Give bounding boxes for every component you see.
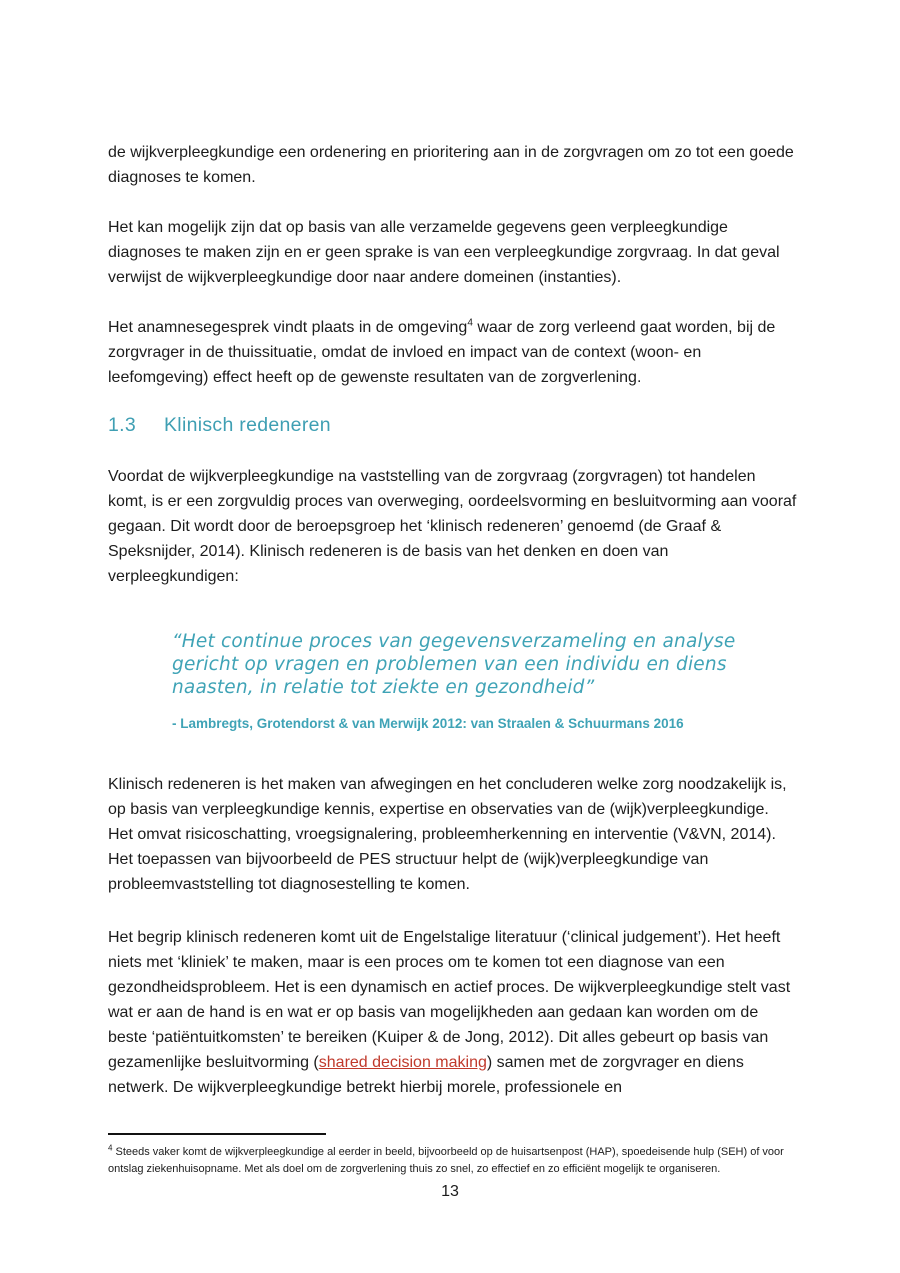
section-number: 1.3	[108, 414, 137, 436]
paragraph-anamnesis-end: waar de zorg verleend gaat worden, bij de zorgvrager in de thuissituatie, omdat de invloed en impact van de context (woon- en leefomgeving) effect heeft op de gewenste resultaten van de zorgverlening.	[108, 319, 776, 386]
paragraph-intro: de wijkverpleegkundige een ordenering en prioritering aan in de zorgvragen om zo tot een goede diagnoses te komen.	[108, 144, 794, 186]
paragraph-clinical-reasoning-intro: Voordat de wijkverpleegkundige na vaststelling van de zorgvraag (zorgvragen) tot handelen komt, is er een zorgvuldig proces van overweging, oordeelsvorming en besluitvorming aan vooraf gegaan. Dit wordt door de beroepsgroep het ‘klinisch redeneren’ genoemd (de Graaf & Speksnijder, 2014). Klinisch redeneren is de basis van het denken en doen van verpleegkundigen:	[108, 468, 797, 585]
paragraph-no-diagnosis: Het kan mogelijk zijn dat op basis van alle verzamelde gegevens geen verpleegkundige diagnoses te maken zijn en er geen sprake is van een verpleegkundige zorgvraag. In dat geval verwijst de wijkverpleegkundige door naar andere domeinen (instanties).	[108, 219, 780, 286]
paragraph-anamnesis	[108, 315, 798, 390]
quote-source: - Lambregts, Grotendorst & van Merwijk 2012: van Straalen & Schuurmans 2016	[172, 716, 684, 731]
paragraph-clinical-judgement-start: Het begrip klinisch redeneren komt uit de Engelstalige literatuur (‘clinical judgement’). Het heeft niets met ‘kliniek’ te maken, maar is een proces om te komen tot een diagnose van een gezondheidsprobleem. Het is een dynamisch en actief proces. De wijkverpleegkundige stelt vast wat er aan de hand is en wat er op basis van mogelijkheden aan gedaan kan worden om de beste ‘patiëntuitkomsten’ te bereiken (Kuiper & de Jong, 2012). Dit alles gebeurt op basis van gezamenlijke besluitvorming (	[108, 929, 791, 1071]
paragraph-clinical-judgement	[108, 925, 798, 1100]
section-title: Klinisch redeneren	[164, 414, 331, 436]
paragraph-clinical-judgement-end: ) samen met de zorgvrager en diens netwerk. De wijkverpleegkundige betrekt hierbij morele, professionele en	[108, 1054, 744, 1096]
shared-decision-making-link[interactable]: shared decision making	[318, 1054, 487, 1071]
footnote-divider	[108, 1133, 326, 1135]
footnote-marker: 4	[108, 1143, 113, 1153]
block-quote: “Het continue proces van gegevensverzameling en analyse gericht op vragen en problemen van een individu en diens naasten, in relatie tot ziekte en gezondheid”	[172, 631, 736, 698]
footnote-reference[interactable]: 4	[467, 317, 473, 329]
page-number: 13	[441, 1183, 459, 1200]
paragraph-clinical-reasoning-definition: Klinisch redeneren is het maken van afwegingen en het concluderen welke zorg noodzakelijk is, op basis van verpleegkundige kennis, expertise en observaties van de (wijk)verpleegkundige. Het omvat risicoschatting, vroegsignalering, probleemherkenning en interventie (V&VN, 2014). Het toepassen van bijvoorbeeld de PES structuur helpt de (wijk)verpleegkundige van probleemvaststelling tot diagnosestelling te komen.	[108, 776, 787, 893]
section-heading	[108, 414, 331, 437]
footnote-text: Steeds vaker komt de wijkverpleegkundige al eerder in beeld, bijvoorbeeld op de huisartsenpost (HAP), spoedeisende hulp (SEH) of voor ontslag ziekenhuisopname. Met als doel om de zorgverlening thuis zo snel, zo effectief en zo efficiënt mogelijk te organiseren.	[108, 1146, 784, 1175]
footnote	[108, 1144, 798, 1178]
paragraph-anamnesis-start: Het anamnesegesprek vindt plaats in de omgeving	[108, 319, 468, 336]
